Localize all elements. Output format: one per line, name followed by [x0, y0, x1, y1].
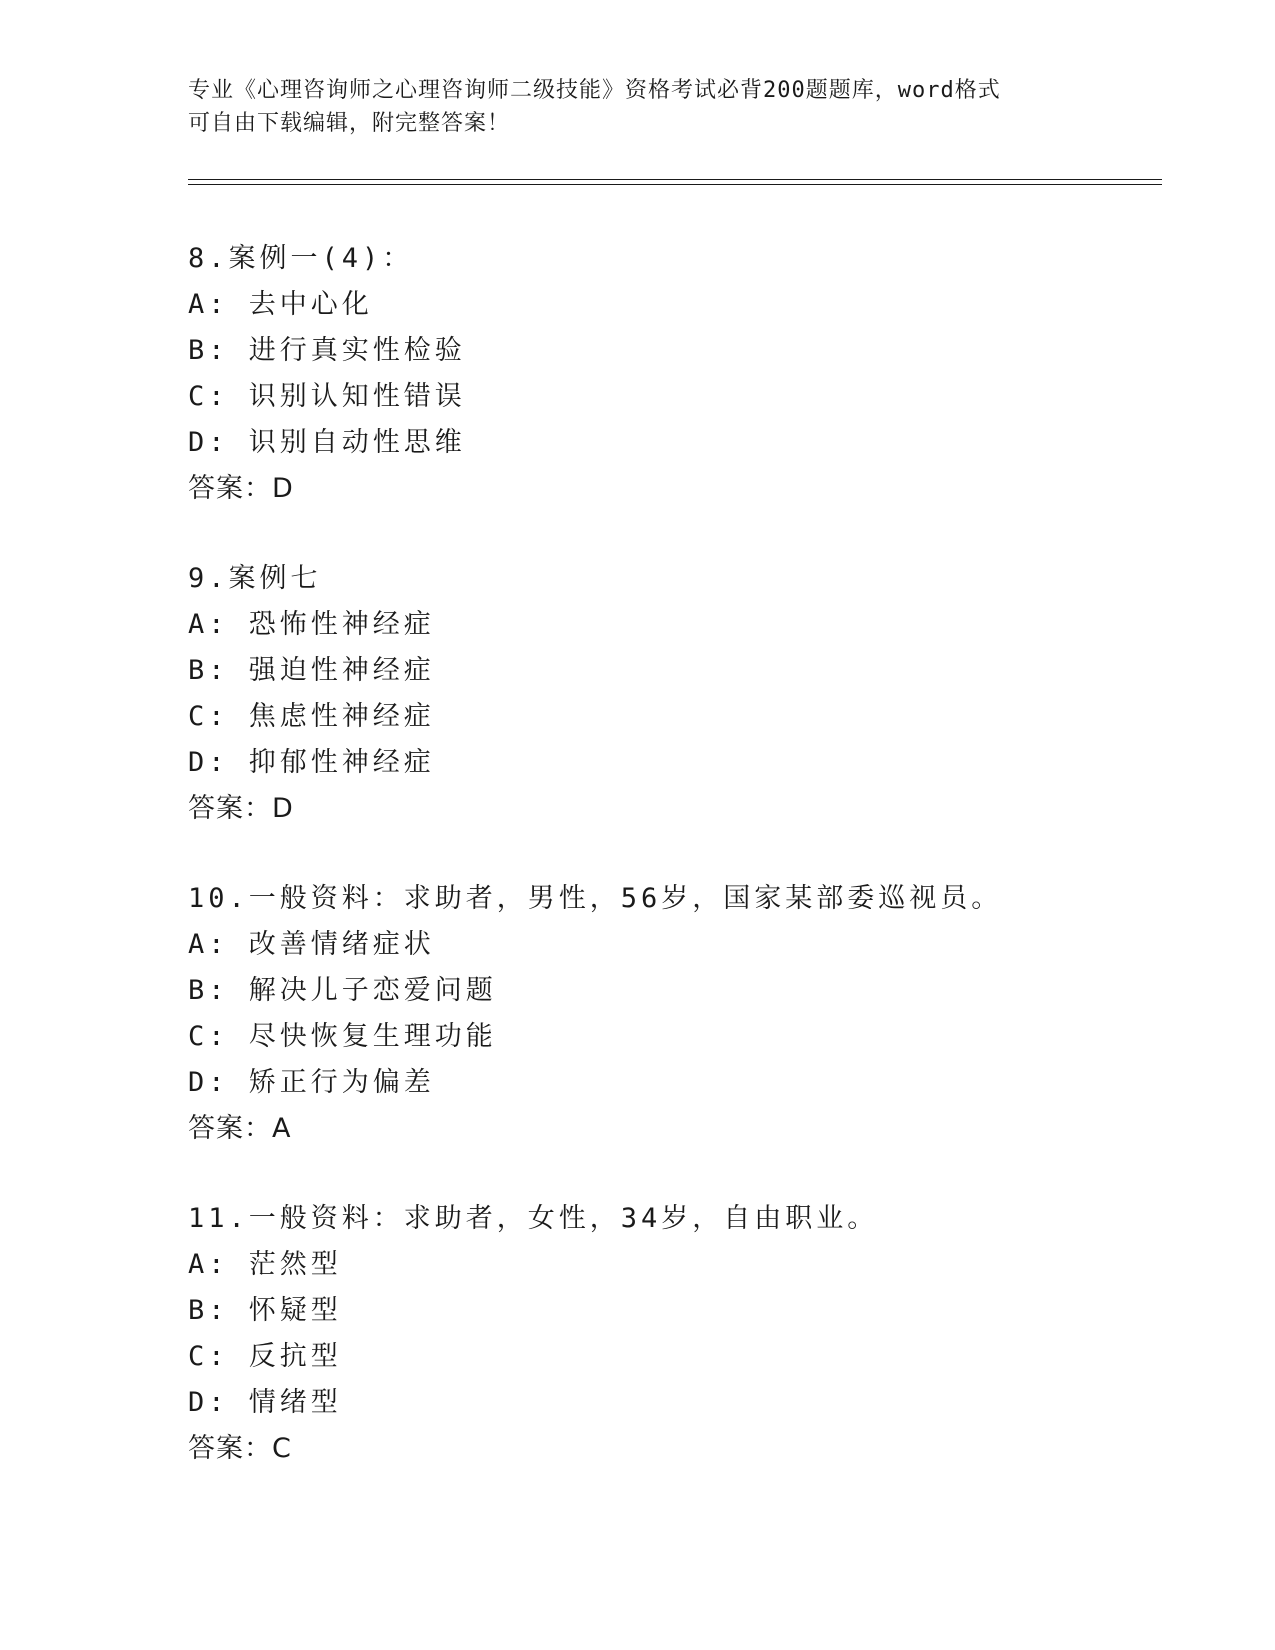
- question-8: [188, 236, 1168, 512]
- header-line-1: 专业《心理咨询师之心理咨询师二级技能》资格考试必背200题题库，word格式: [188, 78, 1001, 103]
- option-b: B: 怀疑型: [188, 1295, 342, 1326]
- question-title: 11.一般资料：求助者，女性，34岁，自由职业。: [188, 1203, 879, 1234]
- header-line-2: 可自由下载编辑，附完整答案！: [188, 111, 511, 136]
- option-a: A: 恐怖性神经症: [188, 609, 435, 640]
- option-b: B: 解决儿子恋爱问题: [188, 975, 497, 1006]
- header-divider-top: [188, 179, 1162, 180]
- option-a: A: 改善情绪症状: [188, 929, 435, 960]
- option-d: D: 抑郁性神经症: [188, 747, 435, 778]
- answer: 答案：D: [188, 473, 294, 504]
- document-header: [188, 74, 1088, 140]
- option-d: D: 矫正行为偏差: [188, 1067, 435, 1098]
- option-c: C: 焦虑性神经症: [188, 701, 435, 732]
- option-c: C: 识别认知性错误: [188, 381, 466, 412]
- option-b: B: 进行真实性检验: [188, 335, 466, 366]
- answer: 答案：C: [188, 1433, 292, 1464]
- question-10: [188, 876, 1168, 1152]
- option-a: A: 茫然型: [188, 1249, 342, 1280]
- question-title: 9.案例七: [188, 563, 322, 594]
- option-a: A: 去中心化: [188, 289, 373, 320]
- option-d: D: 情绪型: [188, 1387, 342, 1418]
- question-title: 10.一般资料：求助者，男性，56岁，国家某部委巡视员。: [188, 883, 1003, 914]
- option-c: C: 尽快恢复生理功能: [188, 1021, 497, 1052]
- option-c: C: 反抗型: [188, 1341, 342, 1372]
- question-title: 8.案例一(4)：: [188, 243, 414, 274]
- answer: 答案：A: [188, 1113, 292, 1144]
- question-9: [188, 556, 1168, 832]
- question-11: [188, 1196, 1168, 1472]
- answer: 答案：D: [188, 793, 294, 824]
- option-b: B: 强迫性神经症: [188, 655, 435, 686]
- header-divider-bottom: [188, 184, 1162, 185]
- option-d: D: 识别自动性思维: [188, 427, 466, 458]
